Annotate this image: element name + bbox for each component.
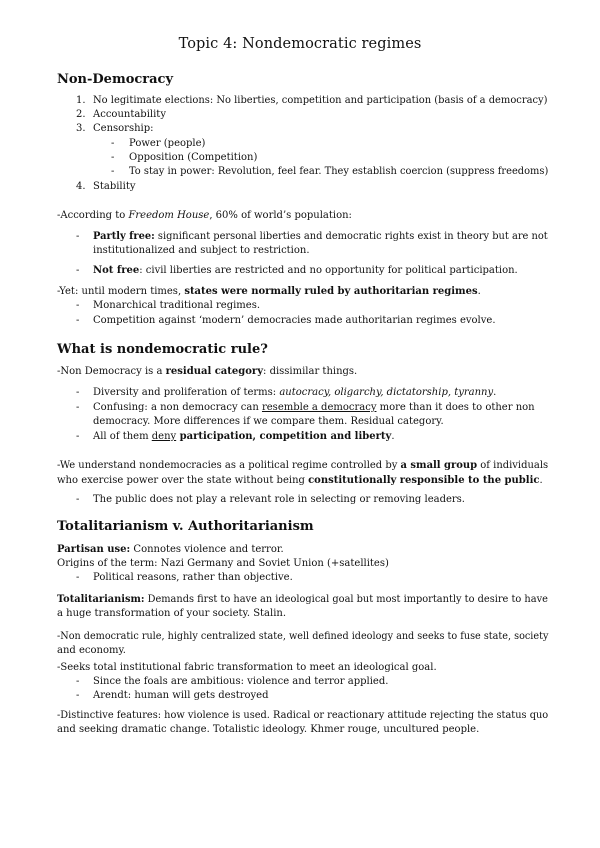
- paragraph-understand: -We understand nondemocracies as a political regime controlled by a small group of individuals: [57, 460, 549, 471]
- paragraph-nondemocratic-rule-cont: and economy.: [57, 645, 126, 656]
- dash-bullet: -: [111, 166, 115, 177]
- list-number: 3.: [76, 123, 86, 134]
- bullet-not-free: Not free: civil liberties are restricted and no opportunity for political participation.: [93, 265, 518, 276]
- bullet-partly-free: Partly free: significant personal liberties and democratic rights exist in theory but are not: [93, 231, 548, 242]
- list-item: Stability: [93, 181, 136, 192]
- bullet-arendt: Arendt: human will gets destroyed: [93, 690, 269, 701]
- paragraph-yet: -Yet: until modern times, states were normally ruled by authoritarian regimes.: [57, 286, 481, 297]
- paragraph-distinctive-cont: and seeking dramatic change. Totalistic ideology. Khmer rouge, uncultured people.: [57, 724, 480, 735]
- bullet-confusing-cont: democracy. More differences if we compare them. Residual category.: [93, 416, 444, 427]
- paragraph-freedom-house: -According to Freedom House, 60% of world’s population:: [57, 210, 352, 221]
- bullet-partly-free-cont: institutionalized and subject to restriction.: [93, 245, 310, 256]
- dash-bullet: -: [111, 138, 115, 149]
- bullet-public: The public does not play a relevant role in selecting or removing leaders.: [93, 494, 465, 505]
- list-item: No legitimate elections: No liberties, competition and participation (basis of a democracy): [93, 95, 548, 106]
- paragraph-understand-cont: who exercise power over the state without being constitutionally responsible to the public.: [57, 475, 543, 486]
- bullet-confusing: Confusing: a non democracy can resemble a democracy more than it does to other non: [93, 402, 535, 413]
- heading-totalitarianism: Totalitarianism v. Authoritarianism: [57, 519, 314, 534]
- list-item: Accountability: [93, 109, 166, 120]
- dash-bullet: -: [76, 300, 80, 311]
- paragraph-totalitarianism-cont: a huge transformation of your society. Stalin.: [57, 608, 287, 619]
- page-title: Topic 4: Nondemocratic regimes: [178, 36, 422, 52]
- heading-non-democracy: Non-Democracy: [57, 72, 174, 87]
- sub-list-item: To stay in power: Revolution, feel fear. They establish coercion (suppress freedoms): [129, 166, 549, 177]
- list-number: 4.: [76, 181, 86, 192]
- dash-bullet: -: [76, 676, 80, 687]
- paragraph-distinctive: -Distinctive features: how violence is used. Radical or reactionary attitude rejecting the status quo: [57, 710, 549, 721]
- dash-bullet: -: [76, 431, 80, 442]
- dash-bullet: -: [76, 690, 80, 701]
- bullet-competition: Competition against ‘modern’ democracies made authoritarian regimes evolve.: [93, 315, 496, 326]
- paragraph-origins: Origins of the term: Nazi Germany and Soviet Union (+satellites): [57, 558, 389, 569]
- paragraph-seeks: -Seeks total institutional fabric transformation to meet an ideological goal.: [57, 662, 437, 673]
- list-number: 1.: [76, 95, 86, 106]
- dash-bullet: -: [76, 387, 80, 398]
- list-number: 2.: [76, 109, 86, 120]
- paragraph-totalitarianism: Totalitarianism: Demands first to have an ideological goal but most importantly to desire to have: [57, 594, 548, 605]
- dash-bullet: -: [76, 402, 80, 413]
- bullet-monarchical: Monarchical traditional regimes.: [93, 300, 261, 311]
- dash-bullet: -: [76, 494, 80, 505]
- paragraph-nondemocratic-rule: -Non democratic rule, highly centralized state, well defined ideology and seeks to fuse state, society: [57, 631, 549, 642]
- bullet-violence: Since the foals are ambitious: violence and terror applied.: [93, 676, 389, 687]
- paragraph-residual: -Non Democracy is a residual category: dissimilar things.: [57, 366, 358, 377]
- dash-bullet: -: [76, 315, 80, 326]
- bullet-diversity: Diversity and proliferation of terms: autocracy, oligarchy, dictatorship, tyranny.: [93, 387, 497, 398]
- sub-list-item: Opposition (Competition): [129, 152, 258, 163]
- sub-list-item: Power (people): [129, 138, 206, 149]
- dash-bullet: -: [76, 572, 80, 583]
- dash-bullet: -: [76, 265, 80, 276]
- paragraph-partisan-use: Partisan use: Connotes violence and terror.: [57, 544, 284, 555]
- bullet-deny: All of them deny participation, competition and liberty.: [93, 431, 395, 442]
- bullet-political: Political reasons, rather than objective.: [93, 572, 293, 583]
- heading-nondemocratic-rule: What is nondemocratic rule?: [57, 342, 268, 357]
- list-item: Censorship:: [93, 123, 154, 134]
- dash-bullet: -: [76, 231, 80, 242]
- dash-bullet: -: [111, 152, 115, 163]
